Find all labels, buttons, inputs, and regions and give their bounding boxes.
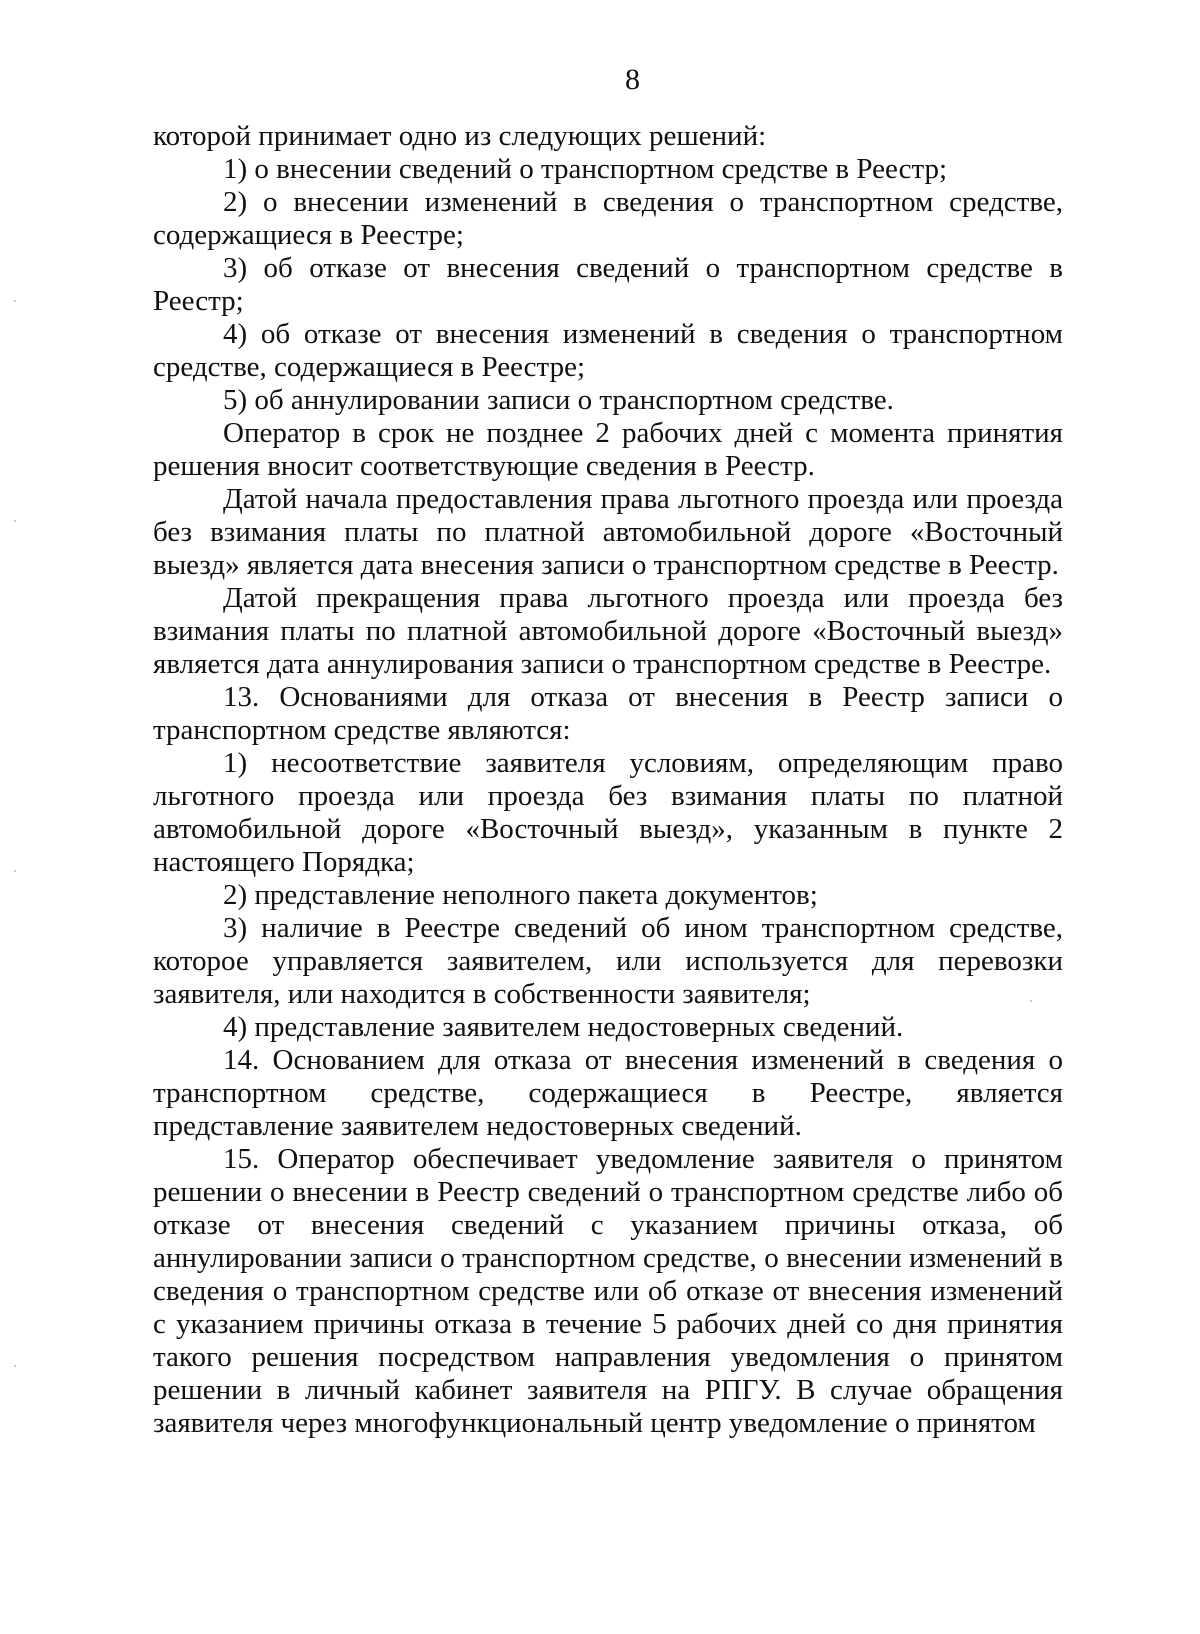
paragraph: Датой прекращения права льготного проезда или проезда без взимания платы по платной автомобильной дороге «Восточный выезд» является дата аннулирования записи о транспортном средстве в Реестре. bbox=[153, 582, 1063, 680]
paragraph: 1) о внесении сведений о транспортном средстве в Реестр; bbox=[223, 153, 948, 185]
document-body bbox=[153, 120, 1063, 1440]
page-number: 8 bbox=[625, 63, 640, 96]
paragraph: 3) наличие в Реестре сведений об ином транспортном средстве, которое управляется заявителем, или используется для перевозки заявителя, или находится в собственности заявителя; bbox=[153, 912, 1063, 1010]
paragraph: 5) об аннулировании записи о транспортном средстве. bbox=[223, 384, 894, 416]
paragraph: 2) о внесении изменений в сведения о транспортном средстве, содержащиеся в Реестре; bbox=[153, 186, 1063, 251]
scan-speck bbox=[1030, 1000, 1032, 1002]
paragraph: которой принимает одно из следующих решений: bbox=[153, 120, 767, 152]
paragraph: Датой начала предоставления права льготного проезда или проезда без взимания платы по платной автомобильной дороге «Восточный выезд» является дата внесения записи о транспортном средстве в Реестр. bbox=[153, 483, 1063, 581]
scan-speck bbox=[14, 520, 16, 522]
paragraph: 4) представление заявителем недостоверных сведений. bbox=[223, 1011, 904, 1043]
scan-speck bbox=[14, 870, 16, 872]
paragraph: 1) несоответствие заявителя условиям, определяющим право льготного проезда или проезда без взимания платы по платной автомобильной дороге «Восточный выезд», указанным в пункте 2 настоящего Порядка; bbox=[153, 747, 1063, 878]
paragraph: Оператор в срок не позднее 2 рабочих дней с момента принятия решения вносит соответствующие сведения в Реестр. bbox=[153, 417, 1063, 482]
scan-speck bbox=[14, 1365, 16, 1367]
paragraph: 4) об отказе от внесения изменений в сведения о транспортном средстве, содержащиеся в Реестре; bbox=[153, 318, 1063, 383]
scan-speck bbox=[14, 300, 16, 302]
paragraph: 15. Оператор обеспечивает уведомление заявителя о принятом решении о внесении в Реестр сведений о транспортном средстве либо об отказе от внесения сведений с указанием причины отказа, об аннулировании записи о транспортном средстве, о внесении изменений в сведения о транспортном средстве или об отказе от внесения изменений с указанием причины отказа в течение 5 рабочих дней со дня принятия такого решения посредством направления уведомления о принятом решении в личный кабинет заявителя на РПГУ. В случае обращения заявителя через многофункциональный центр уведомление о принятом bbox=[153, 1143, 1063, 1439]
paragraph: 2) представление неполного пакета документов; bbox=[223, 879, 818, 911]
paragraph: 3) об отказе от внесения сведений о транспортном средстве в Реестр; bbox=[153, 252, 1063, 317]
paragraph: 13. Основаниями для отказа от внесения в Реестр записи о транспортном средстве являются: bbox=[153, 681, 1063, 746]
paragraph: 14. Основанием для отказа от внесения изменений в сведения о транспортном средстве, содержащиеся в Реестре, является представление заявителем недостоверных сведений. bbox=[153, 1044, 1063, 1142]
